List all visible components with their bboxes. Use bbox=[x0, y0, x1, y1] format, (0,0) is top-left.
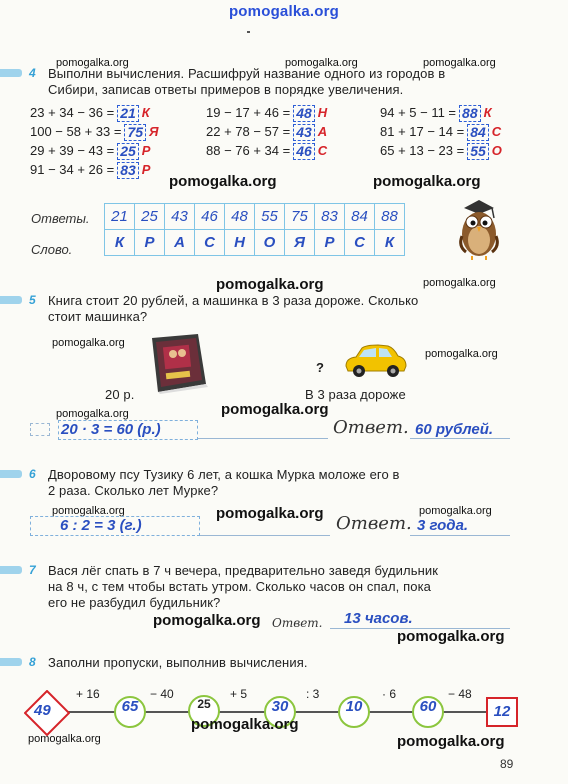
example bbox=[206, 143, 327, 160]
letter-cell: Р bbox=[135, 230, 165, 256]
task-text: Вася лёг спать в 7 ч вечера, предварительно заведя будильник на 8 ч, с тем чтобы встать утром. Сколько часов он спал, пока его не разбудил будильник? bbox=[48, 563, 438, 610]
answer-word: Ответ. bbox=[336, 513, 412, 534]
example-expression: 65 + 13 − 23 = bbox=[380, 143, 465, 158]
owl-icon bbox=[456, 198, 502, 260]
word-label: Слово. bbox=[31, 242, 73, 257]
example-expression: 94 + 5 − 11 = bbox=[380, 105, 457, 120]
answer-cell: 84 bbox=[345, 204, 375, 230]
solution-cell bbox=[30, 423, 50, 436]
example-answer: 25 bbox=[117, 143, 139, 160]
end-value: 12 bbox=[493, 703, 511, 720]
watermark: pomogalka.org bbox=[56, 408, 129, 420]
example-answer: 84 bbox=[467, 124, 489, 141]
answer-line bbox=[198, 438, 328, 439]
chain-op: : 3 bbox=[306, 687, 320, 701]
chain-value: 30 bbox=[264, 696, 296, 728]
page-number: 89 bbox=[500, 757, 514, 771]
chain-op: − 40 bbox=[150, 687, 174, 701]
example bbox=[380, 124, 501, 141]
answer-cell: 75 bbox=[285, 204, 315, 230]
example-letter: Я bbox=[149, 124, 159, 139]
task-bar bbox=[0, 296, 22, 304]
watermark: pomogalka.org bbox=[52, 505, 125, 517]
answer-cell: 21 bbox=[105, 204, 135, 230]
answer-cell: 88 bbox=[375, 204, 405, 230]
dot bbox=[247, 31, 250, 33]
example-expression: 22 + 78 − 57 = bbox=[206, 124, 291, 139]
letter-cell: С bbox=[345, 230, 375, 256]
example-letter: С bbox=[317, 143, 328, 158]
answer-cell: 83 bbox=[315, 204, 345, 230]
watermark: pomogalka.org bbox=[397, 628, 505, 645]
task-bar bbox=[0, 470, 22, 478]
example-answer: 83 bbox=[117, 162, 139, 179]
watermark: pomogalka.org bbox=[169, 173, 277, 190]
task-number: 4 bbox=[29, 66, 36, 80]
answer-text: 60 рублей. bbox=[415, 421, 494, 438]
answer-word: Ответ. bbox=[333, 417, 409, 438]
example bbox=[30, 162, 150, 179]
answer-text: 3 года. bbox=[417, 517, 469, 534]
example-letter: К bbox=[141, 105, 150, 120]
watermark: pomogalka.org bbox=[216, 505, 324, 522]
example-expression: 91 − 34 + 26 = bbox=[30, 162, 115, 177]
chain-op: + 5 bbox=[230, 687, 248, 701]
example bbox=[206, 124, 327, 141]
watermark: pomogalka.org bbox=[52, 337, 125, 349]
example-expression: 81 + 17 − 14 = bbox=[380, 124, 465, 139]
task-number: 7 bbox=[29, 563, 36, 577]
question-mark: ? bbox=[316, 360, 324, 375]
chain-value: 65 bbox=[114, 696, 146, 728]
answer-line bbox=[410, 535, 510, 536]
answers-table bbox=[104, 203, 405, 256]
answer-line bbox=[410, 438, 510, 439]
example bbox=[380, 105, 492, 122]
example-answer: 43 bbox=[293, 124, 315, 141]
example-letter: Н bbox=[317, 105, 328, 120]
example-expression: 23 + 34 − 36 = bbox=[30, 105, 115, 120]
example-answer: 55 bbox=[467, 143, 489, 160]
task-bar bbox=[0, 69, 22, 77]
task-text: Заполни пропуски, выполнив вычисления. bbox=[48, 655, 308, 670]
example bbox=[206, 105, 327, 122]
watermark: pomogalka.org bbox=[423, 277, 496, 289]
watermark: pomogalka.org bbox=[56, 57, 129, 69]
example-letter: К bbox=[483, 105, 492, 120]
book-icon bbox=[146, 334, 210, 394]
task-text: Выполни вычисления. Расшифруй название одного из городов в Сибири, записав ответы примеров в порядке увеличения. bbox=[48, 66, 446, 97]
task-text: Дворовому псу Тузику 6 лет, а кошка Мурка моложе его в 2 раза. Сколько лет Мурке? bbox=[48, 467, 400, 498]
example-letter: А bbox=[317, 124, 328, 139]
example-letter: О bbox=[491, 143, 502, 158]
watermark-top[interactable]: pomogalka.org bbox=[228, 3, 340, 20]
solution-text: 20 · 3 = 60 (р.) bbox=[61, 421, 161, 438]
example bbox=[380, 143, 502, 160]
task-bar bbox=[0, 566, 22, 574]
task-text: Книга стоит 20 рублей, а машинка в 3 раза дороже. Сколько стоит машинка? bbox=[48, 293, 419, 324]
example-letter: С bbox=[491, 124, 502, 139]
watermark: pomogalka.org bbox=[285, 57, 358, 69]
example-expression: 19 − 17 + 46 = bbox=[206, 105, 291, 120]
task-bar bbox=[0, 658, 22, 666]
start-value: 49 bbox=[34, 702, 51, 719]
watermark: pomogalka.org bbox=[153, 612, 261, 629]
example-expression: 29 + 39 − 43 = bbox=[30, 143, 115, 158]
answer-word: Ответ. bbox=[272, 616, 323, 630]
example bbox=[30, 143, 150, 160]
answer-cell: 55 bbox=[255, 204, 285, 230]
task-number: 8 bbox=[29, 655, 36, 669]
example-letter: Р bbox=[141, 143, 151, 158]
watermark: pomogalka.org bbox=[419, 505, 492, 517]
answer-cell: 43 bbox=[165, 204, 195, 230]
letter-cell: О bbox=[255, 230, 285, 256]
chain-value: 25 bbox=[188, 695, 220, 727]
answer-cell: 46 bbox=[195, 204, 225, 230]
letter-cell: Я bbox=[285, 230, 315, 256]
letter-cell: К bbox=[375, 230, 405, 256]
watermark: pomogalka.org bbox=[423, 57, 496, 69]
solution-text: 6 : 2 = 3 (г.) bbox=[60, 517, 142, 534]
answer-cell: 48 bbox=[225, 204, 255, 230]
example-expression: 88 − 76 + 34 = bbox=[206, 143, 291, 158]
examples-grid bbox=[30, 105, 550, 180]
book-price: 20 р. bbox=[105, 387, 135, 402]
answers-label: Ответы. bbox=[31, 211, 90, 226]
watermark: pomogalka.org bbox=[397, 733, 505, 750]
chain-value: 10 bbox=[338, 696, 370, 728]
watermark: pomogalka.org bbox=[216, 276, 324, 293]
example-letter: Р bbox=[141, 162, 151, 177]
example-answer: 48 bbox=[293, 105, 315, 122]
chain-op: · 6 bbox=[382, 687, 397, 701]
answer-text: 13 часов. bbox=[344, 610, 413, 627]
example-answer: 21 bbox=[117, 105, 139, 122]
car-label: В 3 раза дороже bbox=[305, 387, 406, 402]
example-answer: 88 bbox=[459, 105, 481, 122]
chain-value: 60 bbox=[412, 696, 444, 728]
task-number: 6 bbox=[29, 467, 36, 481]
letter-cell: Н bbox=[225, 230, 255, 256]
task-number: 5 bbox=[29, 293, 36, 307]
watermark: pomogalka.org bbox=[28, 733, 101, 745]
example-expression: 100 − 58 + 33 = bbox=[30, 124, 122, 139]
car-icon bbox=[342, 340, 410, 380]
letter-cell: А bbox=[165, 230, 195, 256]
letter-cell: С bbox=[195, 230, 225, 256]
watermark: pomogalka.org bbox=[221, 401, 329, 418]
example bbox=[30, 124, 159, 141]
answer-cell: 25 bbox=[135, 204, 165, 230]
chain-op: − 48 bbox=[448, 687, 472, 701]
answer-line bbox=[200, 535, 330, 536]
example-answer: 75 bbox=[124, 124, 146, 141]
watermark: pomogalka.org bbox=[425, 348, 498, 360]
letter-cell: Р bbox=[315, 230, 345, 256]
answers-row bbox=[105, 204, 405, 230]
letter-cell: К bbox=[105, 230, 135, 256]
watermark: pomogalka.org bbox=[191, 716, 299, 733]
watermark: pomogalka.org bbox=[373, 173, 481, 190]
letters-row bbox=[105, 230, 405, 256]
example-answer: 46 bbox=[293, 143, 315, 160]
end-box bbox=[486, 697, 518, 727]
chain-op: + 16 bbox=[76, 687, 100, 701]
example bbox=[30, 105, 150, 122]
